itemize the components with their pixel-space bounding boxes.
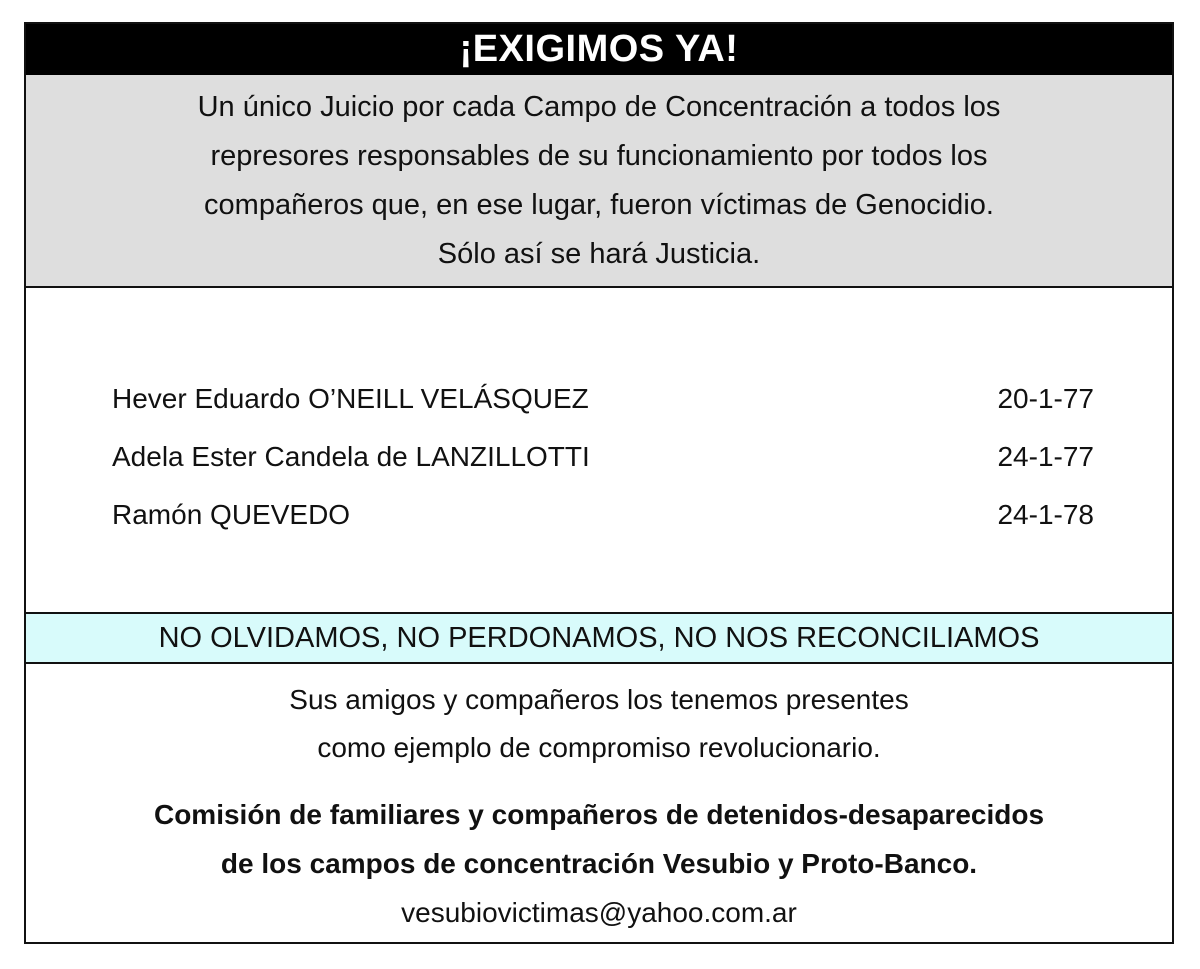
tribute-line: como ejemplo de compromiso revolucionario. (317, 732, 881, 763)
slogan: NO OLVIDAMOS, NO PERDONAMOS, NO NOS RECONCILIAMOS (158, 621, 1040, 654)
victim-row (112, 428, 1094, 486)
victim-row (112, 486, 1094, 544)
signature-line: Comisión de familiares y compañeros de detenidos-desaparecidos (153, 799, 1045, 830)
demand-line: Un único Juicio por cada Campo de Concentración a todos los (197, 90, 1001, 123)
victim-name: Adela Ester Candela de LANZILLOTTI (112, 441, 590, 472)
slogan-band (26, 612, 1172, 664)
victim-date: 24-1-78 (997, 499, 1094, 530)
contact-email: vesubiovictimas@yahoo.com.ar (401, 897, 797, 928)
tribute-line: Sus amigos y compañeros los tenemos presentes (289, 684, 909, 715)
victims-list (112, 370, 1094, 544)
victim-name: Ramón QUEVEDO (112, 499, 351, 530)
signature-line: de los campos de concentración Vesubio y Proto-Banco. (220, 848, 978, 879)
victim-date: 20-1-77 (997, 383, 1094, 414)
demand-section (26, 75, 1172, 288)
demand-line: Sólo así se hará Justicia. (437, 237, 761, 270)
victim-name: Hever Eduardo O’NEILL VELÁSQUEZ (112, 383, 589, 414)
victim-row (112, 370, 1094, 428)
tribute-text (26, 676, 1172, 772)
victim-date: 24-1-77 (997, 441, 1094, 472)
signature-block (26, 790, 1172, 937)
memorial-notice (24, 22, 1174, 944)
demand-line: represores responsables de su funcionamiento por todos los (210, 139, 988, 172)
headline-bar (26, 24, 1172, 75)
headline: ¡EXIGIMOS YA! (459, 28, 739, 70)
demand-line: compañeros que, en ese lugar, fueron víctimas de Genocidio. (204, 188, 994, 221)
